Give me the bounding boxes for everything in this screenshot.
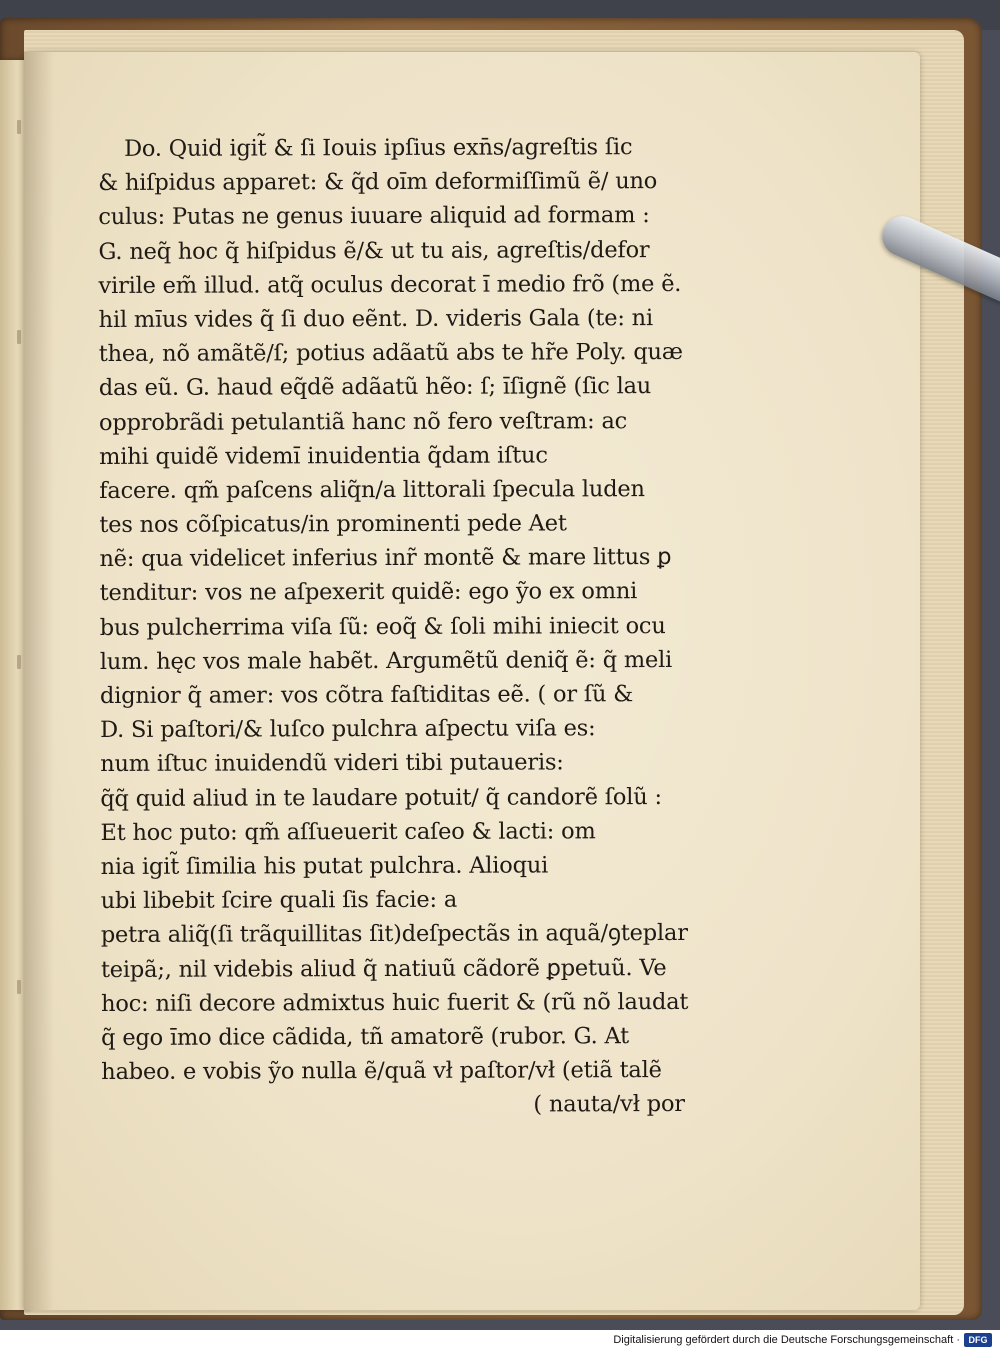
text-line: lum. hęc vos male habẽt. Argumẽtũ deniq̃ ẽ: q̃ meli: [99, 646, 673, 675]
text-line: opprobrãdi petulantiã hanc nõ fero veſtram: ac: [98, 407, 628, 436]
binding-stitch: [17, 655, 21, 669]
dfg-credit: Digitalisierung gefördert durch die Deutsche Forschungsgemeinschaft ·: [613, 1334, 960, 1346]
text-line: habeo. e vobis ỹo nulla ẽ/quã vł paſtor/vł (etiã talẽ: [101, 1057, 662, 1086]
text-line: culus: Putas ne genus iuuare aliquid ad formam :: [98, 202, 650, 231]
text-line: num iſtuc inuidendũ videri tibi putaueris:: [100, 749, 564, 778]
binding-stitch: [17, 120, 21, 134]
text-line: tenditur: vos ne aſpexerit quidẽ: ego ỹo ex omni: [99, 578, 638, 607]
text-line: petra aliq̃(ſi trãquillitas ſit)deſpectãs in aquã/ꝯteplar: [100, 920, 688, 949]
text-line: hoc: niſi decore admixtus huic fuerit & (rũ nõ laudat: [100, 988, 689, 1017]
text-line: dignior q̃ amer: vos cõtra faſtiditas eẽ. ( or ſũ &: [99, 681, 634, 709]
text-line: G. neq̃ hoc q̃ hiſpidus ẽ/& ut tu ais, agreſtis/defor: [98, 236, 650, 265]
text-line: q̃ ego ı̄mo dice cãdida, tñ amatorẽ (rubor. G. At: [101, 1023, 630, 1051]
text-line: facere. qm̃ paſcens aliq̃n/a littorali ſpecula luden: [99, 475, 645, 504]
binding-stitch: [17, 330, 21, 344]
text-line: nẽ: qua videlicet inferius inr̃ montẽ & mare littus ꝑ: [99, 544, 672, 573]
text-line: bus pulcherrima viſa ſũ: eoq̃ & ſoli mihi iniecit ocu: [99, 612, 666, 641]
text-line: ubi libebit ſcire quali ſis facie: a: [100, 886, 458, 915]
binding-stitch: [17, 980, 21, 994]
text-line: teipã;, nil videbis aliud q̃ natiuũ cãdorẽ ꝑpetuũ. Ve: [100, 954, 667, 983]
text-line: hil mı̄us vides q̃ ſi duo eẽnt. D. videris Gala (te: ni: [98, 305, 653, 333]
text-line: mihi quidẽ videmı̄ inuidentia q̃dam iſtuc: [99, 442, 548, 470]
text-line: thea, nõ amãtẽ/ſ; potius adãatũ abs te hr̃e Poly. quæ: [98, 339, 683, 368]
text-line: D. Si paſtori/& luſco pulchra aſpectu viſa es:: [100, 715, 596, 744]
text-line: virile em̃ illud. atq̃ oculus decorat ı̄ medio frõ (me ẽ.: [98, 270, 682, 299]
text-line: & hiſpidus apparet: & q̃d oı̄m deformiſſimũ ẽ/ uno: [98, 168, 658, 197]
page-gutter-shadow: [24, 52, 54, 1310]
page-text: [98, 130, 741, 1124]
text-line: das eũ. G. haud eq̃dẽ adãatũ hẽo: ſ; ı̄ſignẽ (ſic lau: [98, 373, 652, 402]
dfg-logo-icon: DFG: [964, 1333, 992, 1347]
text-line: q̃q̃ quid aliud in te laudare potuit/ q̃ candorẽ ſolũ :: [100, 783, 662, 812]
text-line: nia igit̃ ſimilia his putat pulchra. Alioqui: [100, 852, 549, 880]
text-line: Et hoc puto: qm̃ aſſueuerit caſeo & lacti: om: [100, 818, 596, 846]
text-line: tes nos cõſpicatus/in prominenti pede Aet: [99, 510, 567, 539]
text-line: Do. Quid igit̃ & ſi Iouis ipſius exn̄s/agreſtis ſic: [124, 134, 633, 162]
text-line: ( nauta/vł por: [533, 1091, 685, 1118]
